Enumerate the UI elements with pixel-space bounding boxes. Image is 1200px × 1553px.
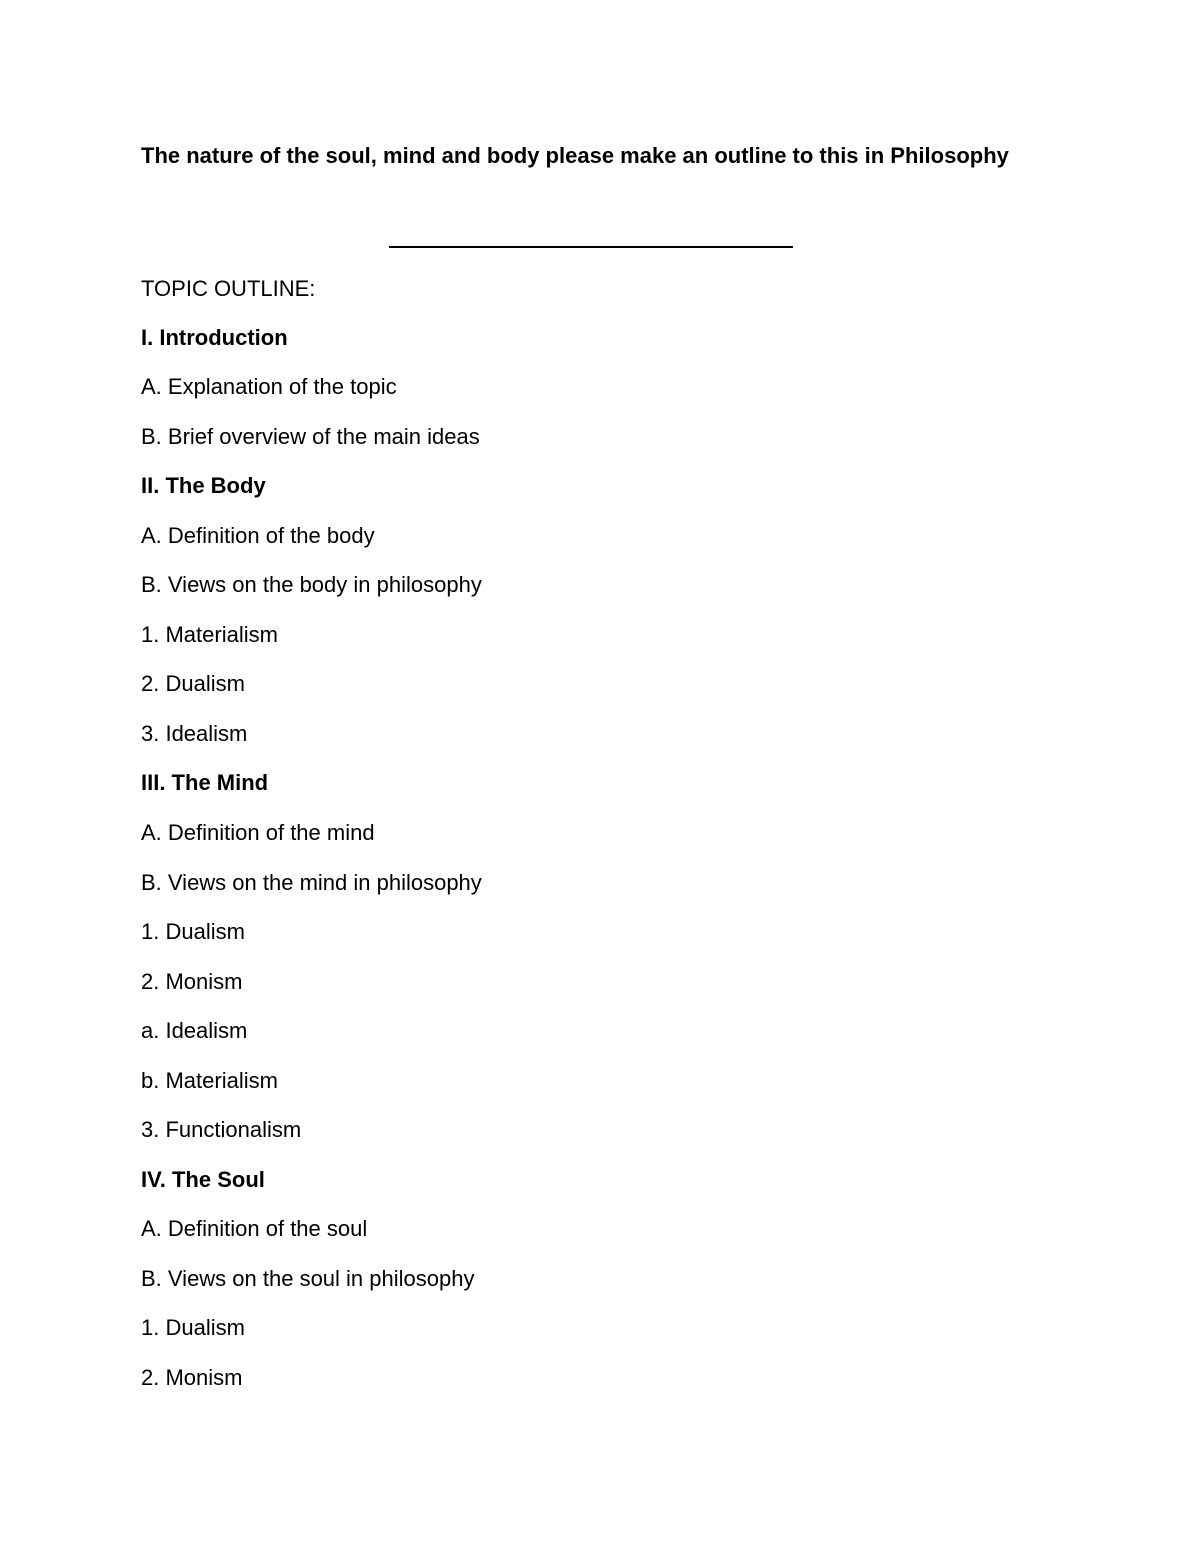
- outline-line: B. Views on the body in philosophy: [141, 572, 482, 597]
- outline-line: I. Introduction: [141, 325, 288, 350]
- outline-line: II. The Body: [141, 473, 266, 498]
- outline-line: 1. Dualism: [141, 919, 245, 944]
- outline-line: a. Idealism: [141, 1018, 248, 1043]
- outline-line: III. The Mind: [141, 770, 269, 795]
- outline-line: 2. Monism: [141, 969, 243, 994]
- outline-line: A. Definition of the body: [141, 523, 375, 548]
- outline-line: 1. Materialism: [141, 622, 278, 647]
- outline-line: 3. Functionalism: [141, 1117, 302, 1142]
- outline-heading: TOPIC OUTLINE:: [141, 276, 316, 301]
- outline-line: B. Views on the soul in philosophy: [141, 1266, 475, 1291]
- outline-line: A. Explanation of the topic: [141, 374, 397, 399]
- outline-line: 1. Dualism: [141, 1315, 245, 1340]
- outline-line: B. Brief overview of the main ideas: [141, 424, 480, 449]
- separator-line: [389, 246, 793, 248]
- outline-line: B. Views on the mind in philosophy: [141, 870, 482, 895]
- question-title: The nature of the soul, mind and body please make an outline to this in Philosophy: [141, 143, 1009, 168]
- outline-line: 2. Dualism: [141, 671, 245, 696]
- outline-line: IV. The Soul: [141, 1167, 265, 1192]
- outline-line: b. Materialism: [141, 1068, 278, 1093]
- outline-line: 3. Idealism: [141, 721, 248, 746]
- outline-line: A. Definition of the soul: [141, 1216, 368, 1241]
- outline-line: A. Definition of the mind: [141, 820, 375, 845]
- outline-line: 2. Monism: [141, 1365, 243, 1390]
